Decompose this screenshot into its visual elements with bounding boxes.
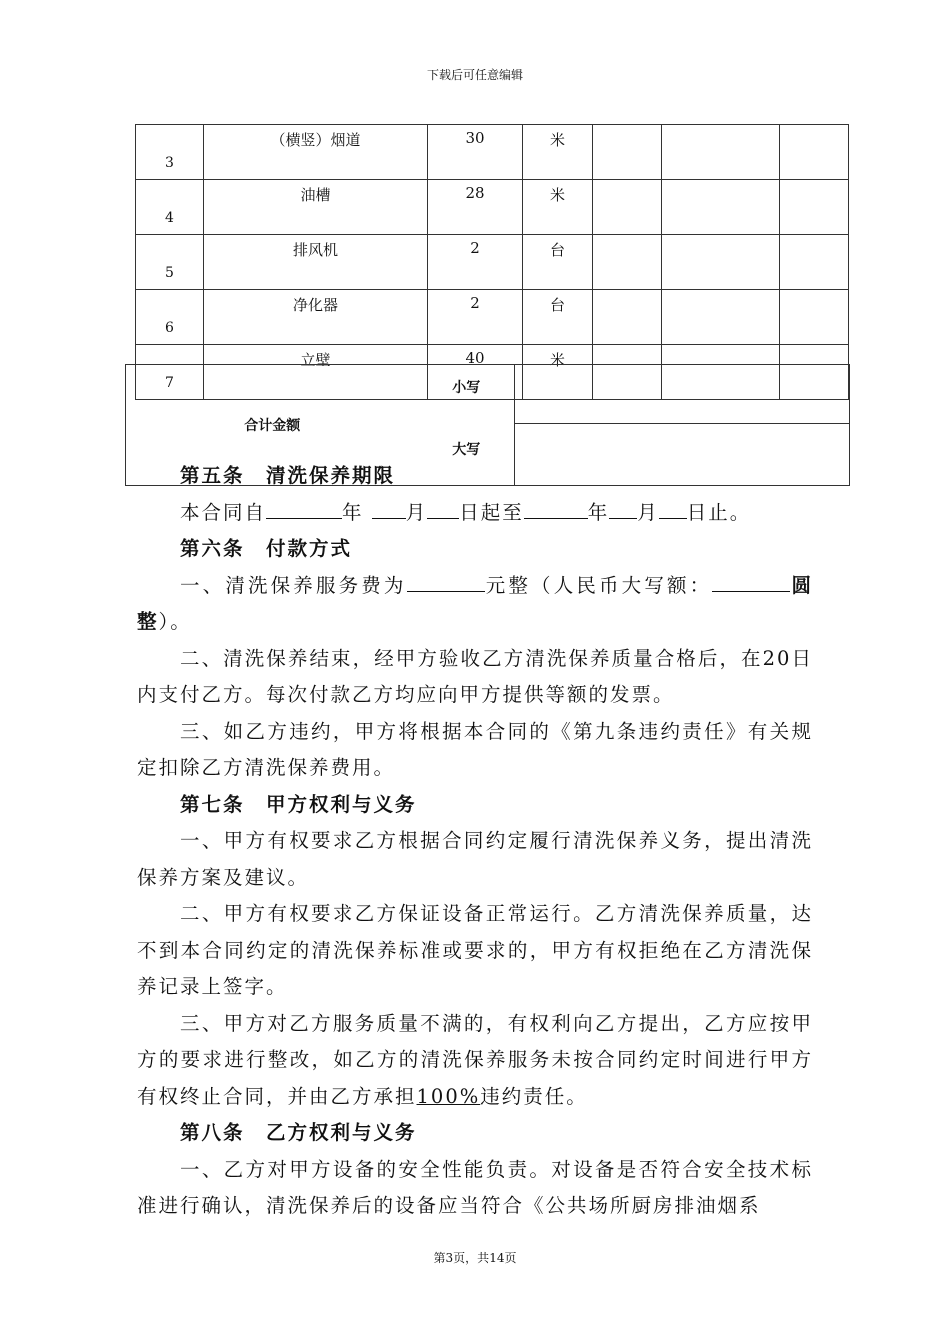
text-segment: 年 [342,500,364,524]
item-name: （横竖）烟道 [204,125,428,180]
blank-end-month [609,496,637,519]
page-footer [0,1249,950,1266]
item-amount [662,180,780,235]
item-amount [662,235,780,290]
item-remark [780,125,849,180]
lower-case-amount [515,365,850,424]
item-number: 5 [136,235,204,290]
item-unit-price [593,235,662,290]
article-8-para-1: 一、乙方对甲方设备的安全性能负责。对设备是否符合安全技术标准进行确认，清洗保养后的设备应当符合《公共场所厨房排油烟系 [137,1157,813,1217]
item-remark [780,180,849,235]
item-unit: 台 [523,235,593,290]
article-7-title: 第七条 甲方权利与义务 [180,792,417,816]
blank-start-year [266,496,342,519]
item-name: 油槽 [204,180,428,235]
item-unit-price [593,125,662,180]
article-7-para-2: 二、甲方有权要求乙方保证设备正常运行。乙方清洗保养质量，达不到本合同约定的清洗保养标准或要求的，甲方有权拒绝在乙方清洗保养记录上签字。 [137,902,813,998]
item-number: 4 [136,180,204,235]
article-8-title: 第八条 乙方权利与义务 [180,1121,417,1144]
item-name: 立壁 [204,345,428,400]
article-5-title: 第五条 清洗保养期限 [180,464,396,487]
item-number: 6 [136,290,204,345]
text-segment: 一、清洗保养服务费为 [180,573,407,597]
text-segment: 元整（人民币大写额： [484,573,713,597]
text-segment: 日止。 [686,500,752,524]
page-header: 下载后可任意编辑 [426,68,523,82]
text-segment: 违约责任。 [480,1084,588,1108]
text-segment: 圆整 [137,573,813,633]
article-7-para-1: 一、甲方有权要求乙方根据合同约定履行清洗保养义务，提出清洗保养方案及建议。 [137,829,813,889]
footer-text: 页 [504,1251,517,1265]
item-amount [662,290,780,345]
footer-text: 页，共 [453,1251,490,1265]
article-6-para-1 [137,568,813,641]
item-number: 7 [136,345,204,400]
item-remark [780,235,849,290]
blank-end-year [524,496,588,519]
penalty-percent: 100% [416,1084,481,1108]
blank-start-day [427,496,459,519]
blank-service-fee [407,569,485,592]
table-row [136,235,849,290]
text-segment: 本合同自 [180,500,267,524]
blank-start-month [372,496,406,519]
table-row [136,180,849,235]
text-segment: 日起至 [459,500,524,524]
item-amount [662,125,780,180]
text-segment: 月 [405,500,428,524]
blank-end-day [659,496,687,519]
item-number: 3 [136,125,204,180]
item-name: 排风机 [204,235,428,290]
item-unit-price [593,180,662,235]
item-quantity: 28 [428,180,523,235]
text-segment: 月 [637,500,659,524]
current-page: 3 [445,1251,454,1265]
footer-text: 第 [433,1251,446,1265]
table-row [136,290,849,345]
article-6-para-2: 二、清洗保养结束，经甲方验收乙方清洗保养质量合格后，在20日内支付乙方。每次付款乙方均应向甲方提供等额的发票。 [137,646,813,706]
item-unit: 台 [523,290,593,345]
upper-case-label: 大写 [419,423,515,486]
item-name: 净化器 [204,290,428,345]
items-table [135,124,849,400]
lower-case-label: 小写 [419,365,515,424]
text-segment: 年 [587,500,610,524]
text-segment: 三、甲方对乙方服务质量不满的，有权利向乙方提出，乙方应按甲方的要求进行整改，如乙方的清洗保养服务未按合同约定时间进行甲方有权终止合同，并由乙方承担 [137,1011,813,1108]
article-6-title: 第六条 付款方式 [180,537,353,560]
text-segment: ）。 [158,610,192,633]
total-pages: 14 [489,1251,505,1265]
contract-body [137,458,813,1225]
item-unit-price [593,290,662,345]
article-6-para-3: 三、如乙方违约，甲方将根据本合同的《第九条违约责任》有关规定扣除乙方清洗保养费用。 [137,719,813,779]
item-unit: 米 [523,180,593,235]
item-unit: 米 [523,125,593,180]
blank-fee-in-words [712,569,790,592]
total-amount-label: 合计金额 [126,365,419,486]
article-7-para-3 [137,1006,813,1116]
item-quantity: 30 [428,125,523,180]
items-table-body [136,125,849,400]
item-quantity: 40 [428,345,523,400]
table-row [136,125,849,180]
item-quantity: 2 [428,290,523,345]
article-5-period [137,495,813,532]
item-quantity: 2 [428,235,523,290]
item-unit: 米 [523,345,593,400]
item-remark [780,290,849,345]
